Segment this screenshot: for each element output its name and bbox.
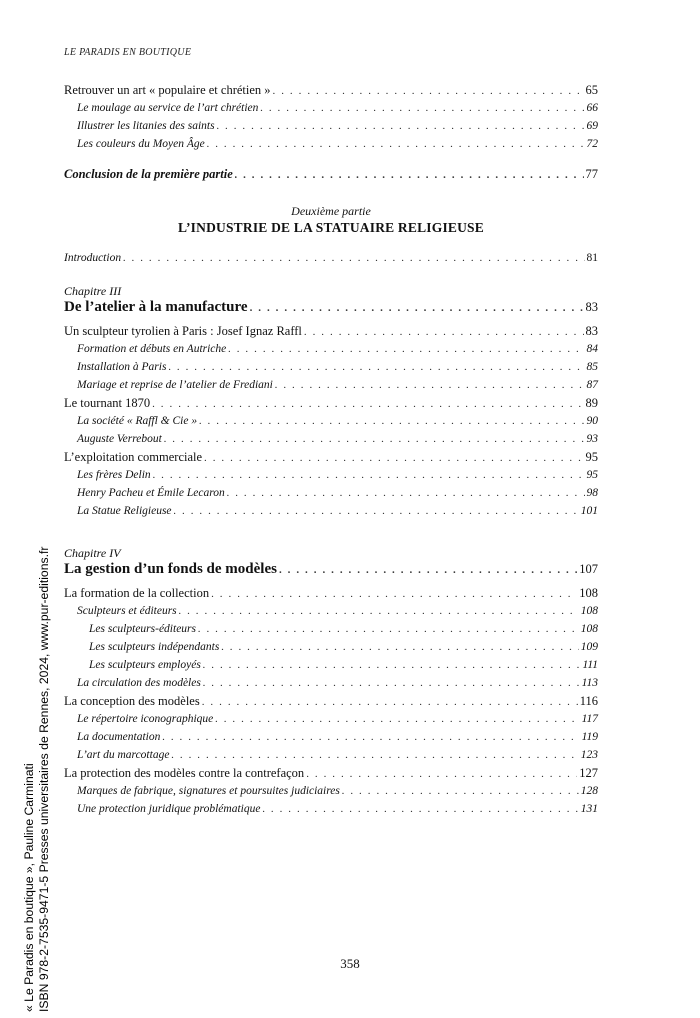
toc-entry-title: Illustrer les litanies des saints <box>77 120 215 132</box>
toc-subentry[interactable] <box>64 431 598 449</box>
leader-dots <box>203 657 581 673</box>
toc-entry-title: Retrouver un art « populaire et chrétien » <box>64 83 271 97</box>
toc-entry-page: 77 <box>585 167 598 181</box>
toc-entry-page: 69 <box>586 120 598 132</box>
toc-subsubentry[interactable] <box>64 657 598 675</box>
toc-entry-title: Auguste Verrebout <box>77 433 162 445</box>
toc-entry-title: Conclusion de la première partie <box>64 167 233 181</box>
leader-dots <box>215 711 579 727</box>
leader-dots <box>228 341 584 357</box>
leader-dots <box>279 562 577 578</box>
leader-dots <box>250 300 584 316</box>
toc-entry-title: La protection des modèles contre la contrefaçon <box>64 766 305 780</box>
toc-entry-page: 72 <box>586 138 598 150</box>
toc-entry-title: Le tournant 1870 <box>64 396 151 410</box>
toc-entry-page: 83 <box>585 324 598 338</box>
toc-chapter-title[interactable] <box>64 299 598 319</box>
toc-entry-title: L’art du marcottage <box>77 749 170 761</box>
toc-entry-page: 108 <box>580 605 598 617</box>
leader-dots <box>198 621 579 637</box>
toc-entry[interactable] <box>64 449 598 467</box>
toc-entry-page: 113 <box>581 677 598 689</box>
leader-dots <box>342 783 579 799</box>
page-number: 358 <box>340 956 360 971</box>
toc-entry-title: La gestion d’un fonds de modèles <box>64 561 277 577</box>
toc-entry-page: 109 <box>580 641 598 653</box>
toc-entry-page: 108 <box>580 623 598 635</box>
toc-entry-title: La documentation <box>77 731 161 743</box>
toc-entry[interactable] <box>64 395 598 413</box>
toc-subentry[interactable] <box>64 341 598 359</box>
running-head: LE PARADIS EN BOUTIQUE <box>64 47 192 58</box>
toc-subentry[interactable] <box>64 729 598 747</box>
toc-subentry[interactable] <box>64 413 598 431</box>
toc-subentry[interactable] <box>64 783 598 801</box>
leader-dots <box>164 431 585 447</box>
toc-entry-page: 131 <box>580 803 598 815</box>
leader-dots <box>207 136 585 152</box>
toc-entry-title: Les sculpteurs employés <box>89 659 201 671</box>
toc-entry-title: De l’atelier à la manufacture <box>64 299 248 315</box>
toc-entry-page: 95 <box>586 469 598 481</box>
toc-entry-page: 107 <box>579 562 598 576</box>
toc-entry-title: Un sculpteur tyrolien à Paris : Josef Ignaz Raffl <box>64 324 302 338</box>
leader-dots <box>168 359 584 375</box>
copyright-line-1: « Le Paradis en boutique », Pauline Carminati <box>22 763 36 1012</box>
toc-entry-page: 83 <box>585 300 598 314</box>
toc-entry-page: 87 <box>586 379 598 391</box>
leader-dots <box>123 250 584 266</box>
toc-subentry[interactable] <box>64 503 598 521</box>
toc-entry-title: La Statue Religieuse <box>77 505 172 517</box>
toc-subentry[interactable] <box>64 747 598 765</box>
toc-entry-title: Henry Pacheu et Émile Lecaron <box>77 487 225 499</box>
toc-entry-page: 95 <box>585 450 598 464</box>
toc-subentry[interactable] <box>64 118 598 136</box>
leader-dots <box>273 83 584 99</box>
toc-entry-page: 119 <box>581 731 598 743</box>
toc-entry-title: Une protection juridique problématique <box>77 803 261 815</box>
toc-entry-title: Sculpteurs et éditeurs <box>77 605 177 617</box>
toc-subentry[interactable] <box>64 711 598 729</box>
table-of-contents <box>64 82 598 819</box>
toc-entry-page: 89 <box>585 396 598 410</box>
leader-dots <box>152 396 583 412</box>
toc-entry-title: Mariage et reprise de l’atelier de Frediani <box>77 379 273 391</box>
toc-entry-title: La circulation des modèles <box>77 677 201 689</box>
toc-entry-page: 127 <box>579 766 598 780</box>
leader-dots <box>211 586 577 602</box>
chapter-label: Chapitre III <box>64 284 122 298</box>
toc-entry-page: 85 <box>586 361 598 373</box>
toc-entry-page: 116 <box>579 694 598 708</box>
toc-subentry[interactable] <box>64 136 598 154</box>
toc-subentry[interactable] <box>64 801 598 819</box>
toc-entry-title: Introduction <box>64 252 122 264</box>
toc-entry-page: 90 <box>586 415 598 427</box>
copyright-notice <box>22 452 52 1012</box>
leader-dots <box>203 675 580 691</box>
toc-entry-page: 84 <box>586 343 598 355</box>
leader-dots <box>306 766 577 782</box>
toc-subentry[interactable] <box>64 485 598 503</box>
toc-entry-page: 123 <box>580 749 598 761</box>
toc-entry-page: 117 <box>581 713 598 725</box>
copyright-line-2: ISBN 978-2-7535-9471-5 Presses universitaires de Rennes, 2024, www.pur-editions.fr <box>37 546 51 1012</box>
toc-subentry[interactable] <box>64 377 598 395</box>
toc-entry-title: Marques de fabrique, signatures et poursuites judiciaires <box>77 785 340 797</box>
toc-entry[interactable] <box>64 693 598 711</box>
toc-entry-page: 111 <box>582 659 598 671</box>
toc-subentry[interactable] <box>64 359 598 377</box>
leader-dots <box>179 603 579 619</box>
toc-entry[interactable] <box>64 82 598 100</box>
toc-entry-page: 101 <box>580 505 598 517</box>
part-label: Deuxième partie <box>291 204 371 218</box>
leader-dots <box>221 639 578 655</box>
toc-subsubentry[interactable] <box>64 639 598 657</box>
leader-dots <box>162 729 579 745</box>
toc-entry-title: Les sculpteurs-éditeurs <box>89 623 197 635</box>
toc-entry[interactable] <box>64 323 598 341</box>
toc-entry-title: La société « Raffl & Cie » <box>77 415 198 427</box>
toc-subentry[interactable] <box>64 675 598 693</box>
toc-subsubentry[interactable] <box>64 621 598 639</box>
leader-dots <box>235 167 584 183</box>
toc-entry-page: 98 <box>586 487 598 499</box>
part-title: L’INDUSTRIE DE LA STATUAIRE RELIGIEUSE <box>178 220 484 235</box>
leader-dots <box>262 801 578 817</box>
leader-dots <box>153 467 585 483</box>
toc-entry-title: Les couleurs du Moyen Âge <box>77 138 205 150</box>
toc-entry-page: 93 <box>586 433 598 445</box>
toc-entry-title: Le répertoire iconographique <box>77 713 214 725</box>
leader-dots <box>202 694 578 710</box>
toc-entry-title: La conception des modèles <box>64 694 200 708</box>
chapter-label: Chapitre IV <box>64 546 121 560</box>
leader-dots <box>227 485 585 501</box>
toc-entry-page: 128 <box>580 785 598 797</box>
toc-entry[interactable] <box>64 585 598 603</box>
toc-entry-page: 66 <box>586 102 598 114</box>
toc-introduction[interactable] <box>64 250 598 268</box>
toc-subentry[interactable] <box>64 603 598 621</box>
toc-entry-title: Installation à Paris <box>77 361 167 373</box>
toc-entry-title: Formation et débuts en Autriche <box>77 343 227 355</box>
toc-entry-title: La formation de la collection <box>64 586 210 600</box>
leader-dots <box>275 377 585 393</box>
leader-dots <box>217 118 585 134</box>
leader-dots <box>260 100 584 116</box>
toc-chapter-title[interactable] <box>64 561 598 581</box>
toc-conclusion[interactable] <box>64 166 598 184</box>
leader-dots <box>204 450 583 466</box>
toc-entry-page: 65 <box>585 83 598 97</box>
leader-dots <box>171 747 578 763</box>
toc-entry-title: L’exploitation commerciale <box>64 450 203 464</box>
toc-entry-title: Le moulage au service de l’art chrétien <box>77 102 259 114</box>
leader-dots <box>304 324 584 340</box>
toc-entry-page: 81 <box>586 252 598 264</box>
leader-dots <box>199 413 584 429</box>
toc-subentry[interactable] <box>64 100 598 118</box>
toc-entry-title: Les frères Delin <box>77 469 151 481</box>
toc-subentry[interactable] <box>64 467 598 485</box>
toc-entry-page: 108 <box>579 586 598 600</box>
toc-entry[interactable] <box>64 765 598 783</box>
toc-entry-title: Les sculpteurs indépendants <box>89 641 220 653</box>
leader-dots <box>174 503 579 519</box>
